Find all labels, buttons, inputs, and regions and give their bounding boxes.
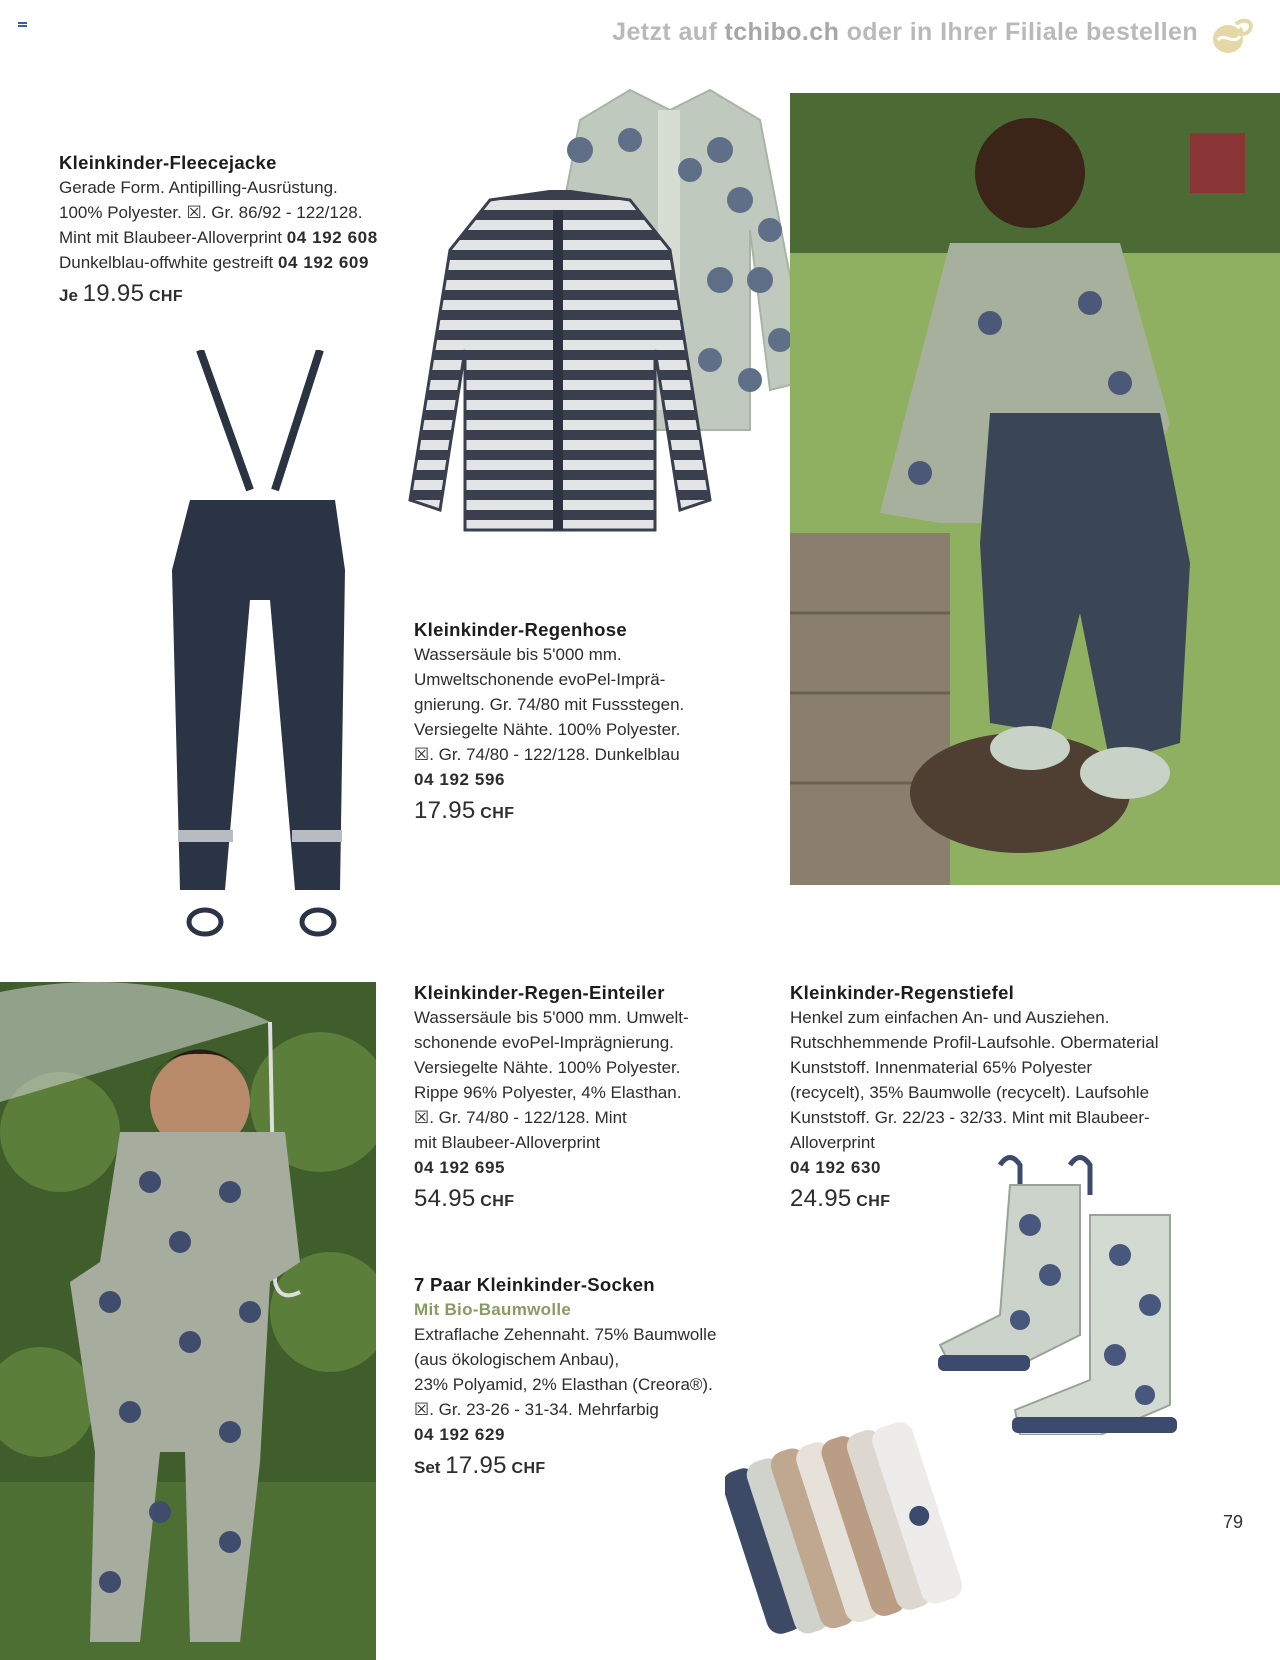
description-line: ☒. Gr. 74/80 - 122/128. Dunkelblau	[414, 745, 680, 764]
article-number: 04 192 608	[286, 228, 378, 247]
product-title: Kleinkinder-Regenhose	[414, 619, 627, 640]
photo-scene	[790, 93, 1280, 885]
article-number: 04 192 629	[414, 1425, 506, 1444]
description-line: Wassersäule bis 5'000 mm.	[414, 645, 622, 664]
product-fleecejacke	[59, 150, 378, 309]
description-line: mit Blaubeer-Alloverprint	[414, 1133, 601, 1152]
description-line: schonende evoPel-Imprägnierung.	[414, 1033, 674, 1052]
description-line: Rippe 96% Polyester, 4% Elasthan.	[414, 1083, 682, 1102]
description-line: ☒. Gr. 74/80 - 122/128. Mint	[414, 1108, 627, 1127]
description-line: gnierung. Gr. 74/80 mit Fussstegen.	[414, 695, 685, 714]
photo-child-rain-pants	[790, 93, 1280, 885]
product-subtitle: Mit Bio-Baumwolle	[414, 1300, 572, 1319]
product-title: 7 Paar Kleinkinder-Socken	[414, 1274, 655, 1295]
description-line: Versiegelte Nähte. 100% Polyester.	[414, 720, 681, 739]
description-line: Umweltschonende evoPel-Imprä-	[414, 670, 666, 689]
rain-pants-image	[160, 350, 360, 940]
description-line: ☒. Gr. 23-26 - 31-34. Mehrfarbig	[414, 1400, 659, 1419]
page-number: 79	[1222, 1512, 1243, 1532]
article-number: 04 192 630	[790, 1158, 882, 1177]
product-title: Kleinkinder-Regen-Einteiler	[414, 982, 665, 1003]
description-line: Henkel zum einfachen An- und Ausziehen.	[790, 1008, 1110, 1027]
photo-child-rain-suit	[0, 982, 376, 1660]
description-line: Dunkelblau-offwhite gestreift 04 192 609	[59, 253, 370, 272]
description-line: Gerade Form. Antipilling-Ausrüstung.	[59, 178, 338, 197]
price: 24.95 CHF	[790, 1185, 891, 1212]
description-line: Alloverprint	[790, 1133, 876, 1152]
product-title: Kleinkinder-Regenstiefel	[790, 982, 1015, 1003]
description-line: (aus ökologischem Anbau),	[414, 1350, 620, 1369]
description-line: Kunststoff. Gr. 22/23 - 32/33. Mint mit Blaubeer-	[790, 1108, 1150, 1127]
fleece-jacket-striped-image	[400, 190, 720, 540]
description-line: Rutschhemmende Profil-Laufsohle. Obermaterial	[790, 1033, 1159, 1052]
description-line: 23% Polyamid, 2% Elasthan (Creora®).	[414, 1375, 713, 1394]
header-text: Jetzt auf tchibo.ch oder in Ihrer Filiale bestellen	[612, 18, 1198, 46]
price: 54.95 CHF	[414, 1185, 515, 1212]
article-number: 04 192 695	[414, 1158, 506, 1177]
header-brand[interactable]: tchibo.ch	[724, 18, 840, 46]
product-title: Kleinkinder-Fleecejacke	[59, 152, 277, 173]
description-line: Extraflache Zehennaht. 75% Baumwolle	[414, 1325, 717, 1344]
price: Je 19.95 CHF	[59, 280, 184, 307]
description-line: Versiegelte Nähte. 100% Polyester.	[414, 1058, 681, 1077]
photo-scene	[0, 982, 376, 1660]
tchibo-coffee-bean-logo-icon	[1208, 14, 1258, 56]
description-line: (recycelt), 35% Baumwolle (recycelt). Laufsohle	[790, 1083, 1150, 1102]
product-regenhose	[414, 617, 684, 826]
description-line: Mint mit Blaubeer-Alloverprint 04 192 608	[59, 228, 378, 247]
price: Set 17.95 CHF	[414, 1452, 546, 1479]
product-einteiler	[414, 980, 689, 1214]
socks-image	[725, 1420, 965, 1660]
product-socken	[414, 1272, 716, 1481]
article-number: 04 192 596	[414, 770, 506, 789]
description-line: 100% Polyester. ☒. Gr. 86/92 - 122/128.	[59, 203, 363, 222]
rain-boots-image	[920, 1155, 1180, 1435]
price: 17.95 CHF	[414, 797, 515, 824]
description-line: Kunststoff. Innenmaterial 65% Polyester	[790, 1058, 1093, 1077]
header	[0, 14, 1280, 54]
description-line: Wassersäule bis 5'000 mm. Umwelt-	[414, 1008, 689, 1027]
article-number: 04 192 609	[277, 253, 370, 272]
